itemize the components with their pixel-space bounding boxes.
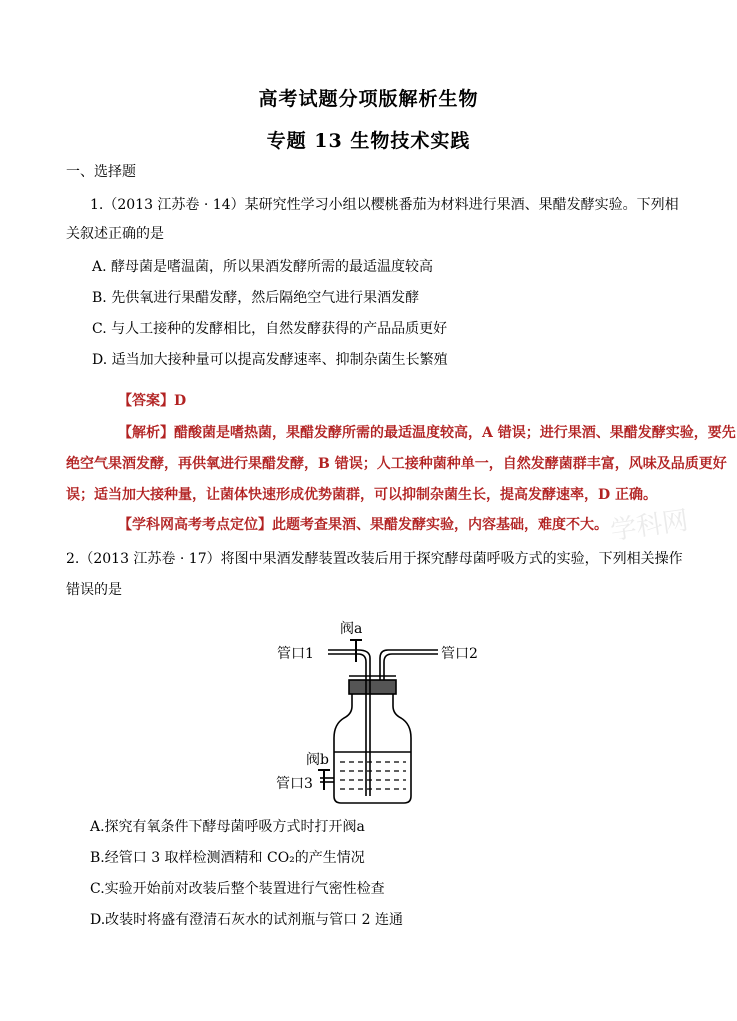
section-heading: 一、选择题 [66,164,136,180]
q1-knowledge-point: 【学科网高考考点定位】此题考查果酒、果醋发酵实验，内容基础，难度不大。 [118,517,608,533]
q1-analysis-line3: 误；适当加大接种量，让菌体快速形成优势菌群，可以抑制杂菌生长，提高发酵速率，D 正确。 [66,487,658,503]
q1-option-b: B. 先供氧进行果醋发酵，然后隔绝空气进行果酒发酵 [92,290,420,306]
label-port-3: 管口3 [276,776,313,792]
q2-stem-line2: 错误的是 [66,582,122,598]
q2-stem-line1: 2.（2013 江苏卷 · 17）将图中果酒发酵装置改装后用于探究酵母菌呼吸方式的实验，下列相关操作 [66,551,683,567]
q2-option-c: C.实验开始前对改装后整个装置进行气密性检查 [90,881,385,897]
label-port-1: 管口1 [277,646,314,662]
q1-option-a: A. 酵母菌是嗜温菌，所以果酒发酵所需的最适温度较高 [92,259,434,275]
q1-option-c: C. 与人工接种的发酵相比，自然发酵获得的产品品质更好 [92,321,448,337]
label-valve-a: 阀a [340,621,363,637]
q1-stem-line2: 关叙述正确的是 [66,226,164,242]
document-subtitle: 专题 13 生物技术实践 [266,130,471,152]
q1-option-d: D. 适当加大接种量可以提高发酵速率、抑制杂菌生长繁殖 [92,352,448,368]
fermentation-apparatus-figure [0,618,737,808]
document-title: 高考试题分项版解析生物 [258,88,479,110]
q2-option-d: D.改装时将盛有澄清石灰水的试剂瓶与管口 2 连通 [90,912,403,928]
label-valve-b: 阀b [306,752,329,768]
apparatus-drawing [318,640,438,803]
watermark: 学科网 [608,505,691,547]
label-port-2: 管口2 [441,646,478,662]
q1-answer: 【答案】D [118,393,187,409]
q1-analysis-line1: 【解析】醋酸菌是嗜热菌，果醋发酵所需的最适温度较高，A 错误；进行果酒、果醋发酵实验，要先 [118,425,736,441]
q1-stem-line1: 1.（2013 江苏卷 · 14）某研究性学习小组以樱桃番茄为材料进行果酒、果醋发酵实验。下列相 [90,197,679,213]
q2-option-b: B.经管口 3 取样检测酒精和 CO₂的产生情况 [90,850,365,866]
q1-analysis-line2: 绝空气果酒发酵，再供氧进行果醋发酵，B 错误；人工接种菌种单一，自然发酵菌群丰富，风味及品质更好 [66,456,727,472]
q2-option-a: A.探究有氧条件下酵母菌呼吸方式时打开阀a [90,819,365,835]
